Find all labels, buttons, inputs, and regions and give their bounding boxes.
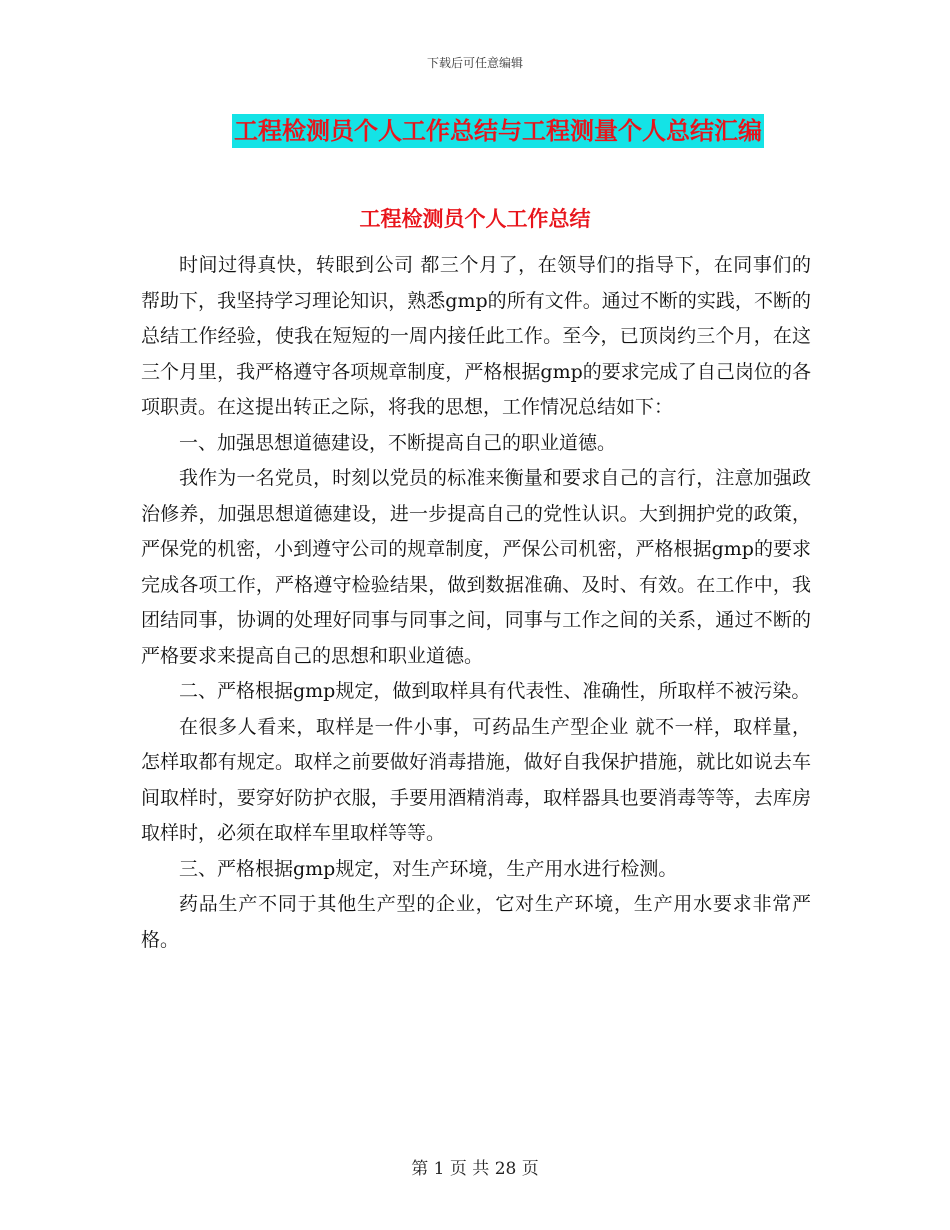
page-number: 第 1 页 共 28 页 bbox=[411, 1159, 539, 1179]
paragraph: 在很多人看来，取样是一件小事，可药品生产型企业 就不一样，取样量，怎样取都有规定。取样之前要做好消毒措施，做好自我保护措施，就比如说去车间取样时，要穿好防护衣服，手要用酒精消毒，取样器具也要消毒等等，去库房取样时，必须在取样车里取样等等。 bbox=[141, 715, 811, 844]
paragraph: 我作为一名党员，时刻以党员的标准来衡量和要求自己的言行，注意加强政治修养，加强思想道德建设，进一步提高自己的党性认识。大到拥护党的政策，严保党的机密，小到遵守公司的规章制度，严保公司机密，严格根据gmp的要求完成各项工作，严格遵守检验结果，做到数据准确、及时、有效。在工作中，我团结同事，协调的处理好同事与同事之间，同事与工作之间的关系，通过不断的严格要求来提高自己的思想和职业道德。 bbox=[141, 467, 811, 667]
main-title: 工程检测员个人工作总结与工程测量个人总结汇编 bbox=[232, 114, 764, 148]
paragraph-heading: 二、严格根据gmp规定，做到取样具有代表性、准确性，所取样不被污染。 bbox=[179, 680, 811, 702]
paragraph-heading: 三、严格根据gmp规定，对生产环境，生产用水进行检测。 bbox=[179, 857, 678, 880]
document-body bbox=[141, 248, 811, 958]
page-header-note: 下载后可任意编辑 bbox=[426, 56, 523, 70]
paragraph-heading: 一、加强思想道德建设，不断提高自己的职业道德。 bbox=[179, 431, 617, 454]
paragraph: 药品生产不同于其他生产型的企业，它对生产环境，生产用水要求非常严格。 bbox=[141, 893, 811, 951]
paragraph: 时间过得真快，转眼到公司 都三个月了，在领导们的指导下，在同事们的帮助下，我坚持学习理论知识，熟悉gmp的所有文件。通过不断的实践，不断的总结工作经验，使我在短短的一周内接任此工作。至今，已顶岗约三个月，在这三个月里，我严格遵守各项规章制度，严格根据gmp的要求完成了自己岗位的各项职责。在这提出转正之际，将我的思想，工作情况总结如下： bbox=[141, 254, 811, 418]
section-title: 工程检测员个人工作总结 bbox=[359, 207, 591, 231]
main-title-container bbox=[0, 114, 950, 148]
